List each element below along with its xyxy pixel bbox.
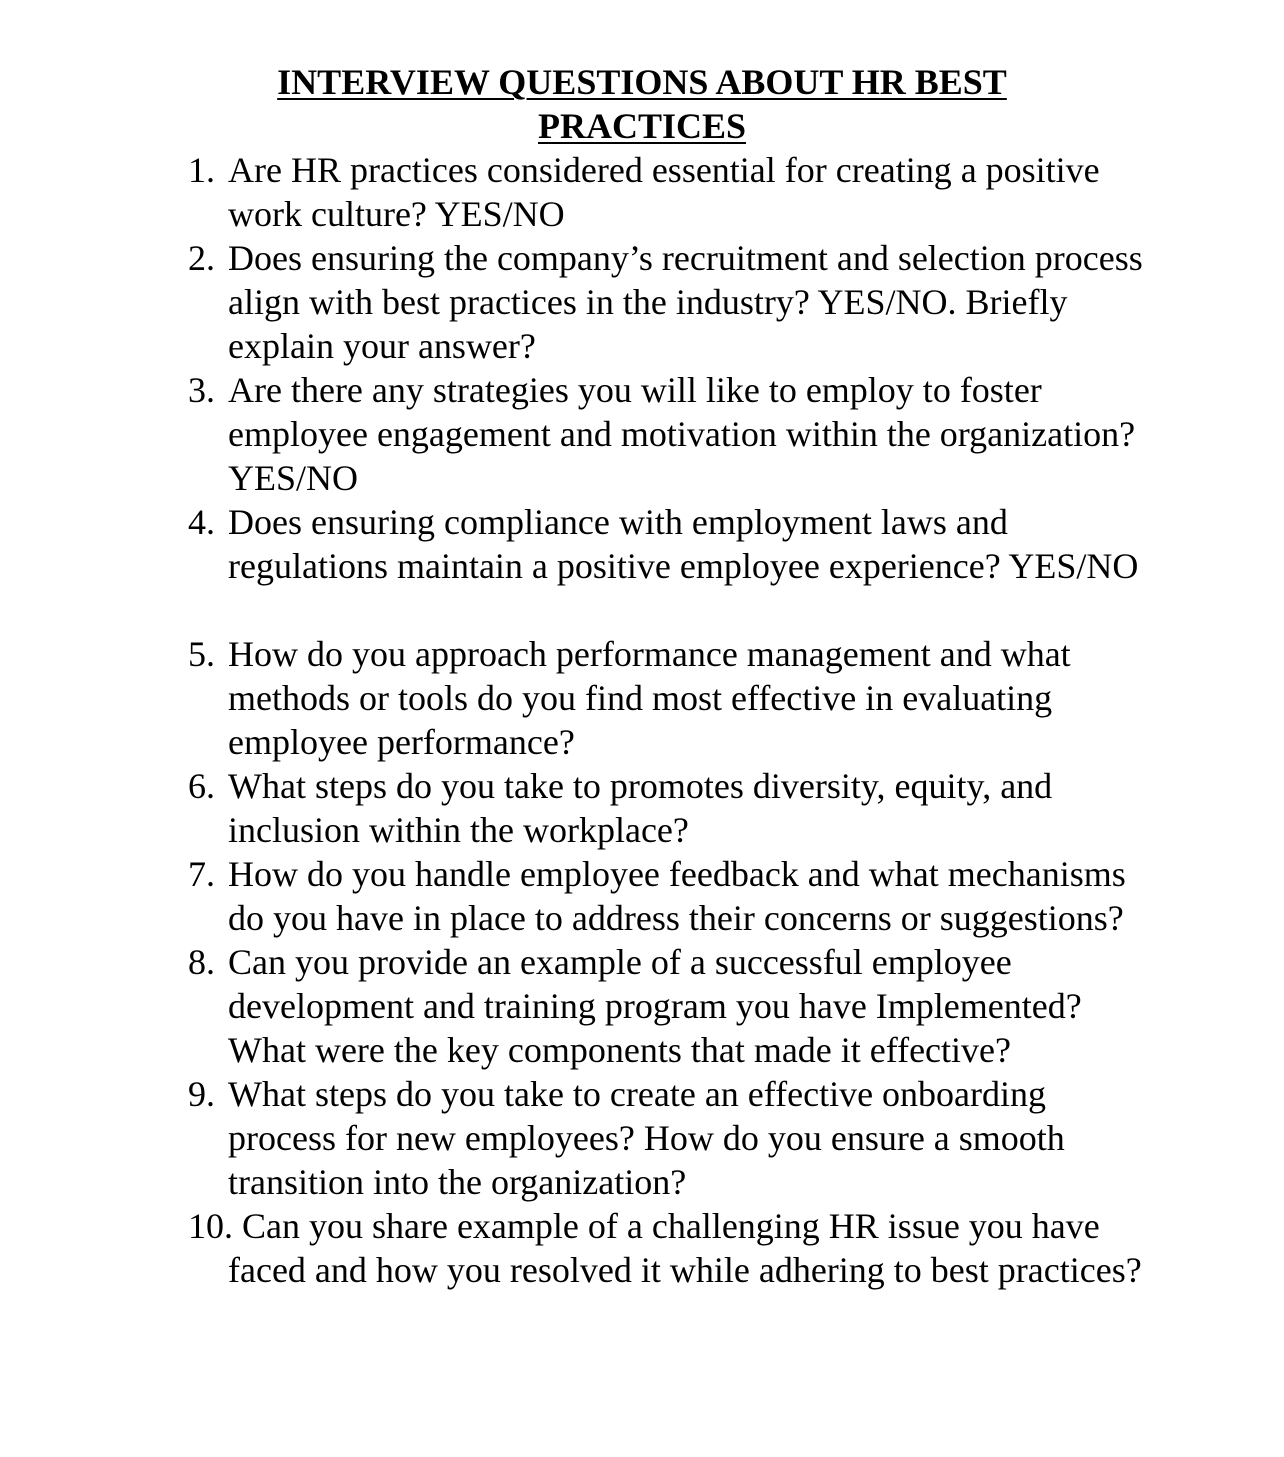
question-text: Can you provide an example of a successful employee development and training program you have Implemented? What were the key components that made it effective?: [228, 942, 1082, 1070]
question-number: 2.: [188, 238, 215, 278]
title-line-1: INTERVIEW QUESTIONS ABOUT HR BEST: [277, 62, 1007, 102]
title-line-2: PRACTICES: [537, 106, 747, 146]
question-text: Can you share example of a challenging HR issue you have faced and how you resolved it while adhering to best practices?: [228, 1206, 1142, 1290]
list-item: [188, 236, 1148, 368]
question-number: 7.: [188, 854, 215, 894]
question-number: 8.: [188, 942, 215, 982]
list-item: [188, 940, 1148, 1072]
question-text: Does ensuring the company’s recruitment and selection process align with best practices in the industry? YES/NO. Briefly explain your answer?: [228, 238, 1143, 366]
document-title: [200, 60, 1084, 148]
question-number: 5.: [188, 634, 215, 674]
question-text: Does ensuring compliance with employment laws and regulations maintain a positive employee experience? YES/NO: [228, 502, 1139, 586]
question-number: 3.: [188, 370, 215, 410]
question-text: How do you approach performance management and what methods or tools do you find most effective in evaluating employee performance?: [228, 634, 1071, 762]
question-number: 1.: [188, 150, 215, 190]
question-number: 10.: [188, 1206, 233, 1246]
list-item: [188, 1072, 1148, 1204]
list-item: [188, 764, 1148, 852]
question-text: What steps do you take to create an effective onboarding process for new employees? How do you ensure a smooth transition into the organization?: [228, 1074, 1065, 1202]
question-text: How do you handle employee feedback and what mechanisms do you have in place to address their concerns or suggestions?: [228, 854, 1126, 938]
question-text: Are HR practices considered essential for creating a positive work culture? YES/NO: [228, 150, 1100, 234]
question-text: What steps do you take to promotes diversity, equity, and inclusion within the workplace?: [228, 766, 1053, 850]
question-number: 4.: [188, 502, 215, 542]
question-number: 6.: [188, 766, 215, 806]
question-number: 9.: [188, 1074, 215, 1114]
list-item: [188, 500, 1148, 588]
question-text: Are there any strategies you will like to employ to foster employee engagement and motivation within the organization? YES/NO: [228, 370, 1136, 498]
list-item: [188, 368, 1148, 500]
list-item: [188, 1204, 1148, 1292]
blank-line: [188, 588, 1148, 632]
list-item: [188, 148, 1148, 236]
list-item: [188, 852, 1148, 940]
list-item: [188, 632, 1148, 764]
question-list: [188, 148, 1148, 1292]
